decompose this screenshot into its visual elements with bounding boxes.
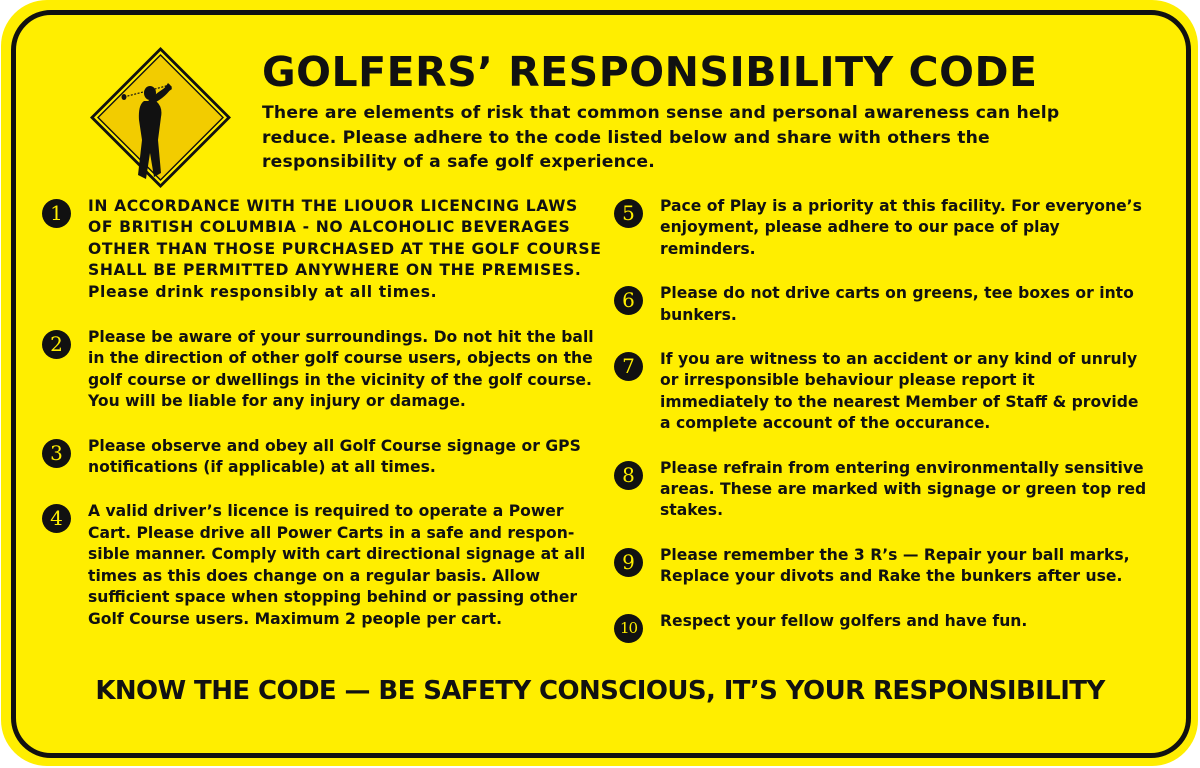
- sign-title: GOLFERS’ RESPONSIBILITY CODE: [262, 48, 1038, 96]
- rule-item-6: [614, 283, 1149, 326]
- rule-9-rake-bold: Rake: [877, 567, 921, 586]
- number-badge-8: 8: [614, 461, 643, 490]
- rule-item-1: [42, 196, 602, 303]
- rule-9-text-part-7: the bunkers after use.: [920, 567, 1123, 586]
- number-badge-1: 1: [42, 199, 71, 228]
- rules-column-left: [42, 196, 602, 653]
- rules-column-right: [614, 196, 1149, 655]
- rule-item-9: [614, 545, 1149, 588]
- rule-1-text-part-2-bold: NO ALCOHOLIC BEVERAGES OTHER THAN THOSE PURCHASED AT THE GOLF COURSE: [88, 218, 602, 258]
- number-badge-2: 2: [42, 330, 71, 359]
- sign-intro: There are elements of risk that common sense and personal awareness can help reduce. Please adhere to the code listed below and share with others the responsibility of a safe golf experience.: [262, 103, 1060, 172]
- number-badge-7: 7: [614, 352, 643, 381]
- rule-4-text: A valid driver’s licence is required to operate a Power Cart. Please drive all Power Carts in a safe and respon-sible manner. Comply with cart directional signage at all times as this does change on a regular basis. Allow sufficient space when stopping behind or passing other Golf Course users. Maximum 2 people per cart.: [88, 502, 586, 628]
- rule-8-text: Please refrain from entering environmentally sensitive areas. These are marked with signage or green top red stakes.: [660, 458, 1147, 520]
- rule-item-2: [42, 327, 602, 413]
- rule-item-3: [42, 436, 602, 479]
- rule-item-5: [614, 196, 1149, 260]
- rule-9-repair-bold: Repair: [923, 545, 982, 564]
- rule-1-text-part-3: SHALL BE PERMITTED ANYWHERE ON THE PREMISES. Please drink responsibly at all times.: [88, 261, 582, 301]
- rule-item-8: [614, 458, 1149, 522]
- rule-6-text: Please do not drive carts on greens, tee boxes or into bunkers.: [660, 284, 1134, 324]
- rule-10-text: Respect your fellow golfers and have fun.: [660, 611, 1028, 630]
- rule-1-text-part-1: IN ACCORDANCE WITH THE LIOUOR LICENCING LAWS OF BRITISH COLUMBIA -: [88, 197, 578, 237]
- number-badge-9: 9: [614, 548, 643, 577]
- rule-item-10: [614, 611, 1149, 637]
- rule-9-text-part-5: your divots and: [729, 567, 878, 586]
- rule-7-text: If you are witness to an accident or any kind of unruly or irresponsible behaviour please report it immediately to the nearest Member of Staff & provide a complete account of the occurance.: [660, 350, 1139, 433]
- rule-3-text: Please observe and obey all Golf Course signage or GPS notifications (if applicable) at all times.: [88, 436, 581, 477]
- rule-5-text: Pace of Play is a priority at this facility. For everyone’s enjoyment, please adhere to our pace of play reminders.: [660, 197, 1142, 258]
- number-badge-5: 5: [614, 199, 643, 228]
- rule-item-7: [614, 349, 1149, 435]
- number-badge-10: 10: [614, 614, 643, 643]
- number-badge-3: 3: [42, 439, 71, 468]
- number-badge-6: 6: [614, 286, 643, 315]
- rule-9-replace-bold: Replace: [660, 567, 730, 586]
- golfer-warning-diamond-icon: [88, 45, 233, 190]
- rule-2-text: Please be aware of your surroundings. Do not hit the ball in the direction of other golf course users, objects on the golf course or dwellings in the vicinity of the golf course. You will be liable for any injury or damage.: [88, 328, 594, 411]
- sign-footer-slogan: KNOW THE CODE — BE SAFETY CONSCIOUS, IT’S YOUR RESPONSIBILITY: [95, 676, 1105, 706]
- rule-item-4: [42, 501, 602, 629]
- rule-9-text-part-3: your ball marks,: [981, 545, 1130, 564]
- rule-9-text-part-1: Please remember the 3 R’s —: [660, 545, 924, 564]
- number-badge-4: 4: [42, 504, 71, 533]
